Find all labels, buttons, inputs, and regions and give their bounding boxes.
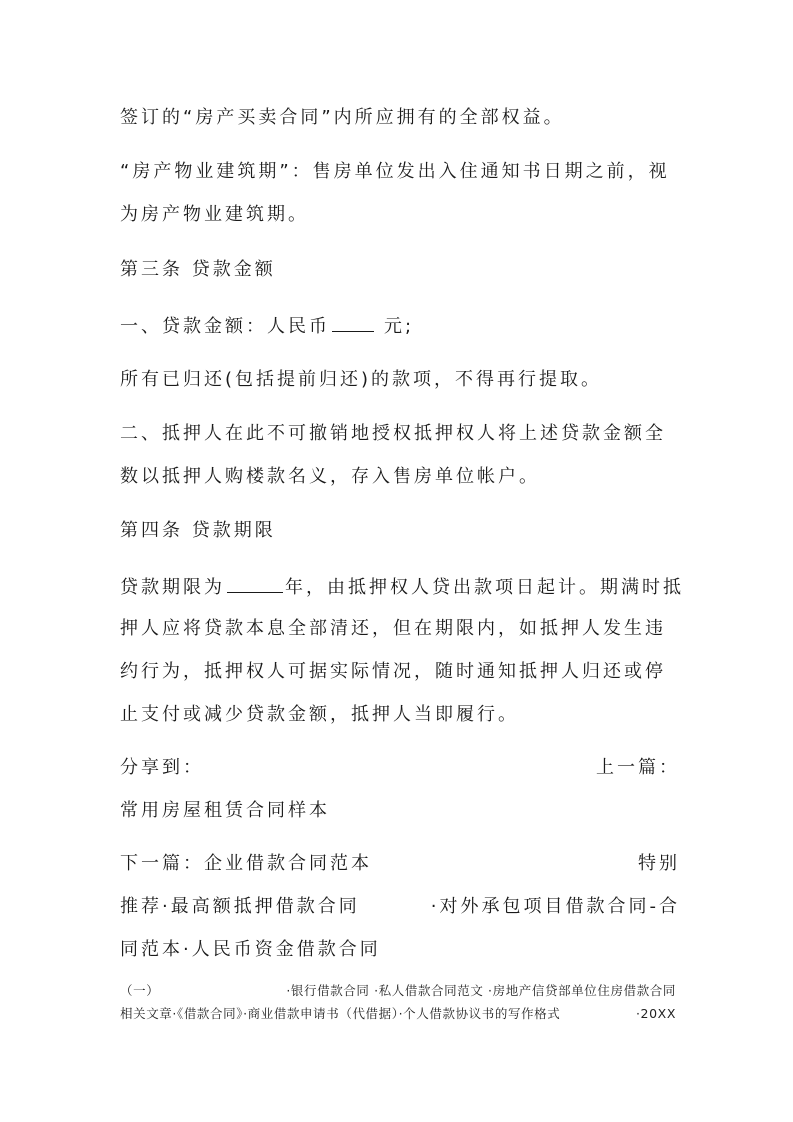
prev-article-label: 上一篇： — [596, 757, 680, 778]
loan-term-rest: 年，由抵押权人贷出款项日起计。期满时抵 — [285, 577, 684, 598]
paragraph-line-13: 止支付或减少贷款金额，抵押人当即履行。 — [120, 704, 519, 725]
share-prev-line — [120, 756, 680, 780]
related-line-2 — [120, 1005, 676, 1023]
loan-amount-label: 一、贷款金额：人民币 — [120, 316, 330, 337]
paragraph-line-7: 二、抵押人在此不可撤销地授权抵押权人将上述贷款金额全 — [120, 423, 666, 444]
paragraph-line-8: 数以抵押人购楼款名义，存入售房单位帐户。 — [120, 466, 540, 487]
loan-term-blank — [227, 574, 283, 593]
recommend-link-1[interactable]: 最高额抵押借款合同 — [170, 896, 360, 917]
loan-term-line — [120, 574, 684, 600]
recommend-line — [120, 895, 680, 919]
related-links-2-end[interactable]: ·20XX — [635, 1006, 676, 1021]
loan-term-label: 贷款期限为 — [120, 577, 225, 598]
recommend-link-2-cont[interactable]: 同范本· — [120, 939, 192, 960]
paragraph-line-6: 所有已归还(包括提前归还)的款项，不得再行提取。 — [120, 369, 603, 390]
section-heading-article-3: 第三条 贷款金额 — [120, 259, 276, 280]
loan-amount-unit: 元; — [384, 316, 415, 337]
special-label-b: 推荐· — [120, 896, 171, 917]
recommend-line-2 — [120, 938, 680, 962]
share-label: 分享到： — [120, 757, 204, 778]
loan-amount-line — [120, 313, 680, 339]
recommend-group-a — [120, 895, 360, 919]
paragraph-line-11: 押人应将贷款本息全部清还，但在期限内，如抵押人发生违 — [120, 618, 666, 639]
paragraph-line-2: “房产物业建筑期”：售房单位发出入住通知书日期之前，视 — [120, 161, 670, 182]
next-special-line — [120, 852, 680, 876]
recommend-link-2[interactable]: ·对外承包项目借款合同-合 — [430, 896, 680, 917]
next-article-link[interactable]: 下一篇：企业借款合同范本 — [120, 853, 372, 874]
paragraph-line-3: 为房产物业建筑期。 — [120, 204, 309, 225]
related-line-1 — [120, 982, 676, 1000]
loan-amount-blank — [332, 313, 374, 332]
related-links-2[interactable]: 相关文章·《借款合同》·商业借款申请书（代借据）·个人借款协议书的写作格式 — [120, 1006, 561, 1021]
section-heading-article-4: 第四条 贷款期限 — [120, 520, 276, 541]
paragraph-line-12: 约行为，抵押权人可据实际情况，随时通知抵押人归还或停 — [120, 661, 666, 682]
prev-article-link[interactable]: 常用房屋租赁合同样本 — [120, 800, 330, 821]
special-label-a: 特别 — [638, 853, 680, 874]
related-prefix: （一） — [120, 983, 160, 998]
recommend-link-3[interactable]: 人民币资金借款合同 — [191, 939, 381, 960]
paragraph-line-1: 签订的“房产买卖合同”内所应拥有的全部权益。 — [120, 107, 565, 128]
related-links-1[interactable]: ·银行借款合同 ·私人借款合同范文 ·房地产信贷部单位住房借款合同 — [286, 983, 676, 998]
